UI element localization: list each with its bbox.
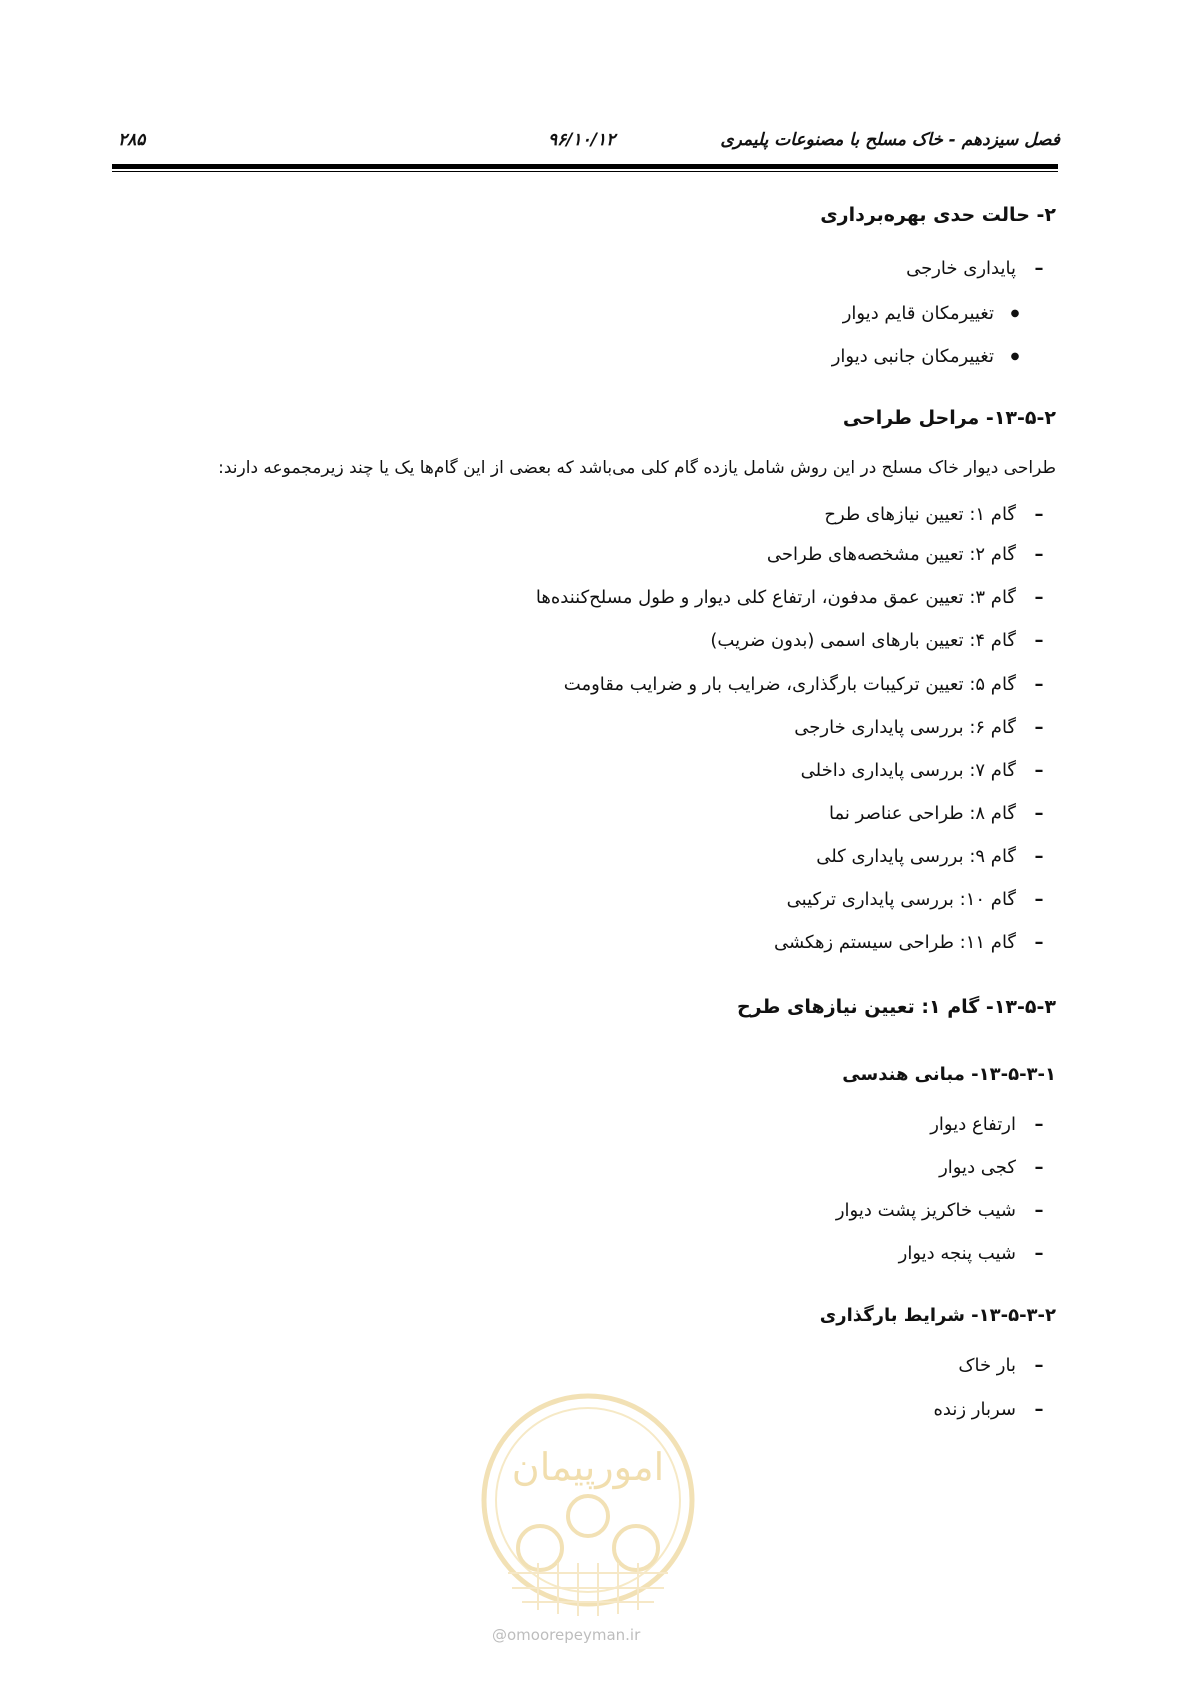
list-item-text: گام ۷: بررسی پایداری داخلی bbox=[800, 760, 1016, 781]
list-item-text: گام ۱۱: طراحی سیستم زهکشی bbox=[773, 932, 1016, 953]
list-item-text: تغییرمکان جانبی دیوار bbox=[831, 346, 994, 367]
dash-marker bbox=[1022, 1351, 1056, 1381]
list-item-text: پایداری خارجی bbox=[906, 258, 1016, 279]
dash-marker bbox=[1022, 626, 1056, 656]
bullet-marker bbox=[1004, 342, 1026, 372]
watermark-url bbox=[492, 1626, 640, 1644]
dash-marker bbox=[1022, 842, 1056, 872]
list-item-text: گام ۳: تعیین عمق مدفون، ارتفاع کلی دیوار و طول مسلح‌کننده‌ها bbox=[535, 587, 1016, 608]
dash-marker bbox=[1022, 500, 1056, 530]
list-item bbox=[829, 799, 1056, 829]
list-item bbox=[816, 842, 1056, 872]
list-item bbox=[710, 626, 1056, 656]
subsection-heading-loading: ۱۳-۵-۳-۲- شرایط بارگذاری bbox=[819, 1305, 1056, 1326]
list-item bbox=[824, 500, 1056, 530]
list-item-text: تغییرمکان قایم دیوار bbox=[842, 303, 994, 324]
list-item bbox=[843, 299, 1056, 329]
dash-marker bbox=[1022, 1395, 1056, 1425]
list-item bbox=[930, 1110, 1056, 1140]
list-item bbox=[836, 1196, 1056, 1226]
dash-marker bbox=[1022, 540, 1056, 570]
list-item bbox=[767, 540, 1056, 570]
list-item-text: گام ۱۰: بررسی پایداری ترکیبی bbox=[786, 889, 1016, 910]
list-item bbox=[536, 583, 1056, 613]
list-item-text: گام ۱: تعیین نیازهای طرح bbox=[824, 504, 1016, 525]
watermark-logo bbox=[478, 1388, 698, 1624]
subsection-heading-geometry: ۱۳-۵-۳-۱- مبانی هندسی bbox=[842, 1064, 1056, 1085]
page-number: ۲۸۵ bbox=[118, 130, 146, 150]
list-item bbox=[801, 756, 1056, 786]
watermark-url-text: omoorepeyman.ir bbox=[507, 1626, 641, 1644]
list-item-text: گام ۶: بررسی پایداری خارجی bbox=[794, 717, 1016, 738]
dash-marker bbox=[1022, 254, 1056, 284]
list-item-text: سربار زنده bbox=[933, 1399, 1016, 1420]
section-heading-step1: ۱۳-۵-۳- گام ۱: تعیین نیازهای طرح bbox=[736, 996, 1056, 1018]
intro-paragraph: طراحی دیوار خاک مسلح در این روش شامل یازده گام کلی می‌باشد که بعضی از این گام‌ها یک یا چند زیرمجموعه دارند: bbox=[218, 458, 1056, 478]
at-icon: @ bbox=[492, 1626, 507, 1644]
list-item-text: بار خاک bbox=[958, 1355, 1016, 1376]
list-item-text: گام ۸: طراحی عناصر نما bbox=[829, 803, 1016, 824]
header-rule-thick bbox=[112, 164, 1058, 169]
list-item bbox=[564, 670, 1056, 700]
section-heading-service-limit: ۲- حالت حدی بهره‌برداری bbox=[820, 204, 1056, 226]
dash-marker bbox=[1022, 799, 1056, 829]
list-item bbox=[832, 342, 1056, 372]
watermark-logo-text: امورپیمان bbox=[511, 1445, 665, 1489]
header-date: ۹۶/۱۰/۱۲ bbox=[548, 130, 616, 150]
list-item-text: کجی دیوار bbox=[939, 1157, 1016, 1178]
header-rule-thin bbox=[112, 171, 1058, 172]
chapter-title: فصل سیزدهم - خاک مسلح با مصنوعات پلیمری bbox=[720, 130, 1060, 150]
list-item bbox=[958, 1351, 1056, 1381]
list-item bbox=[774, 928, 1056, 958]
list-item bbox=[906, 254, 1056, 284]
list-item-text: گام ۴: تعیین بارهای اسمی (بدون ضریب) bbox=[710, 630, 1016, 651]
list-item bbox=[939, 1153, 1056, 1183]
dash-marker bbox=[1022, 885, 1056, 915]
list-item-text: گام ۵: تعیین ترکیبات بارگذاری، ضرایب بار و ضرایب مقاومت bbox=[563, 674, 1016, 695]
list-item-text: گام ۹: بررسی پایداری کلی bbox=[816, 846, 1016, 867]
list-item-text: شیب پنجه دیوار bbox=[898, 1243, 1016, 1264]
list-item-text: ارتفاع دیوار bbox=[930, 1114, 1016, 1135]
dash-marker bbox=[1022, 1196, 1056, 1226]
list-item bbox=[899, 1239, 1056, 1269]
dash-marker bbox=[1022, 1153, 1056, 1183]
dash-marker bbox=[1022, 1239, 1056, 1269]
bullet-marker bbox=[1004, 299, 1026, 329]
dash-marker bbox=[1022, 670, 1056, 700]
list-item-text: شیب خاکریز پشت دیوار bbox=[835, 1200, 1016, 1221]
list-item bbox=[933, 1395, 1056, 1425]
dash-marker bbox=[1022, 928, 1056, 958]
dash-marker bbox=[1022, 756, 1056, 786]
list-item bbox=[794, 713, 1056, 743]
section-heading-design-steps: ۱۳-۵-۲- مراحل طراحی bbox=[842, 407, 1056, 429]
dash-marker bbox=[1022, 583, 1056, 613]
dash-marker bbox=[1022, 1110, 1056, 1140]
list-item bbox=[787, 885, 1056, 915]
dash-marker bbox=[1022, 713, 1056, 743]
list-item-text: گام ۲: تعیین مشخصه‌های طراحی bbox=[766, 544, 1016, 565]
